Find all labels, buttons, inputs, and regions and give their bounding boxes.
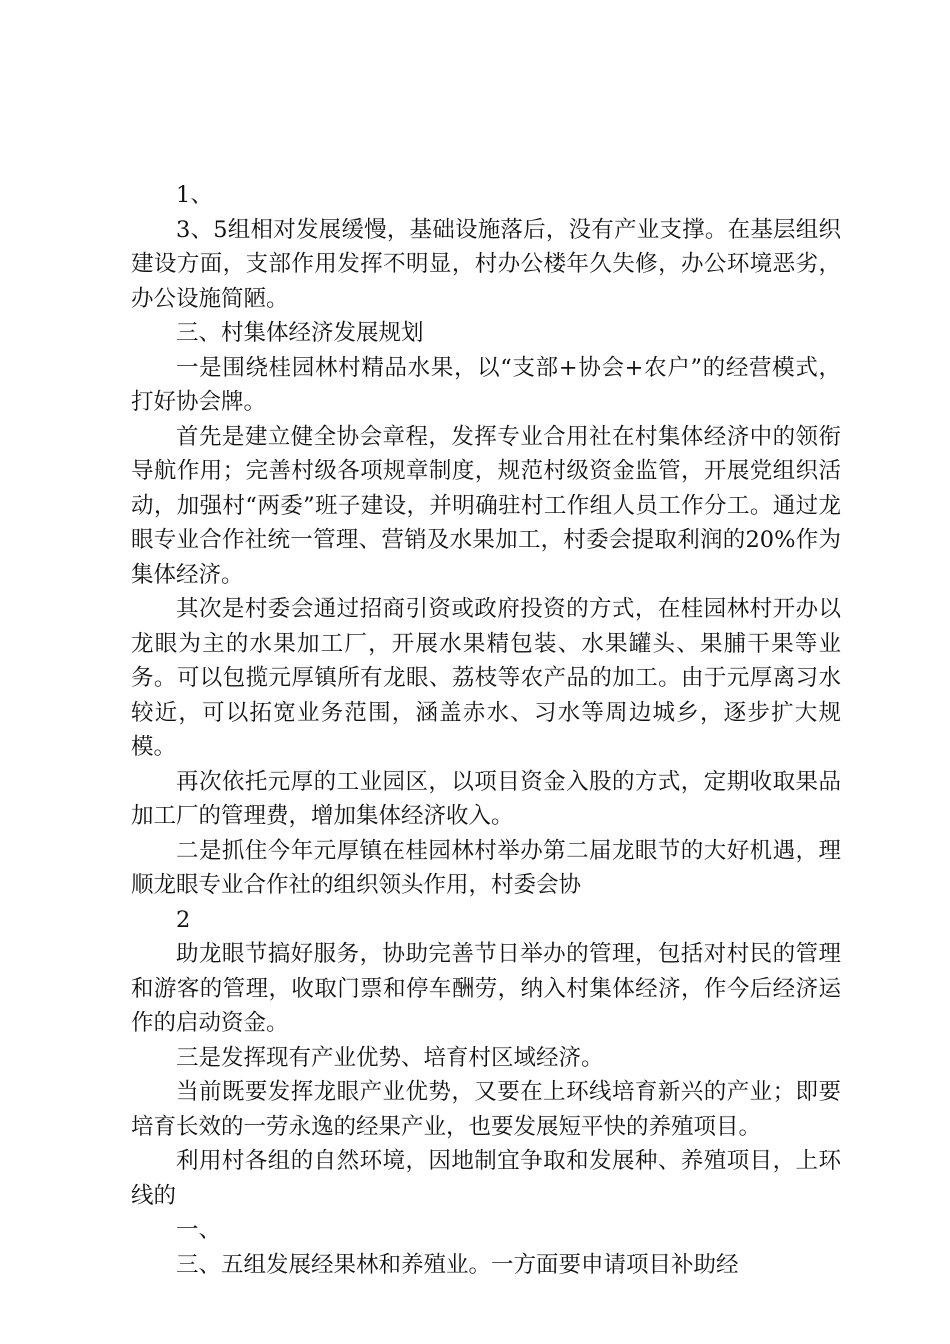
paragraph-environment: 利用村各组的自然环境，因地制宜争取和发展种、养殖项目，上环线的 bbox=[131, 1148, 841, 1209]
document-body bbox=[131, 178, 841, 1282]
paragraph-current: 当前既要发挥龙眼产业优势，又要在上环线培育新兴的产业；即要培育长效的一劳永逸的经果产业，也要发展短平快的养殖项目。 bbox=[131, 1079, 841, 1140]
paragraph-plan-one: 一是围绕桂园林村精品水果，以“支部+协会+农户”的经营模式，打好协会牌。 bbox=[131, 354, 841, 415]
paragraph-third: 再次依托元厚的工业园区，以项目资金入股的方式，定期收取果品加工厂的管理费，增加集体经济收入。 bbox=[131, 768, 841, 829]
paragraph-groups-status: 3、5组相对发展缓慢，基础设施落后，没有产业支撑。在基层组织建设方面，支部作用发挥不明显，村办公楼年久失修，办公环境恶劣，办公设施简陋。 bbox=[131, 216, 841, 312]
page-number: 2 bbox=[176, 906, 191, 933]
section-heading-3: 三、村集体经济发展规划 bbox=[176, 320, 424, 346]
paragraph-first: 首先是建立健全协会章程，发挥专业合用社在村集体经济中的领衔导航作用；完善村级各项规章制度，规范村级资金监管，开展党组织活动，加强村“两委”班子建设，并明确驻村工作组人员工作分工。通过龙眼专业合作社统一管理、营销及水果加工，村委会提取利润的20%作为集体经济。 bbox=[131, 423, 841, 588]
paragraph-plan-three: 三是发挥现有产业优势、培育村区域经济。 bbox=[176, 1044, 604, 1071]
list-marker-1: 1、 bbox=[176, 182, 213, 208]
list-marker-one: 一、 bbox=[176, 1217, 222, 1243]
paragraph-plan-two: 二是抓住今年元厚镇在桂园林村举办第二届龙眼节的大好机遇，理顺龙眼专业合作社的组织领头作用，村委会协 bbox=[131, 837, 841, 898]
paragraph-groups-three-five: 三、五组发展经果林和养殖业。一方面要申请项目补助经 bbox=[176, 1251, 739, 1278]
paragraph-festival-service: 助龙眼节搞好服务，协助完善节日举办的管理，包括对村民的管理和游客的管理，收取门票和停车酬劳，纳入村集体经济，作今后经济运作的启动资金。 bbox=[131, 941, 841, 1036]
paragraph-second: 其次是村委会通过招商引资或政府投资的方式，在桂园林村开办以龙眼为主的水果加工厂，开展水果精包装、水果罐头、果脯干果等业务。可以包揽元厚镇所有龙眼、荔枝等农产品的加工。由于元厚离习水较近，可以拓宽业务范围，涵盖赤水、习水等周边城乡，逐步扩大规模。 bbox=[131, 596, 841, 760]
